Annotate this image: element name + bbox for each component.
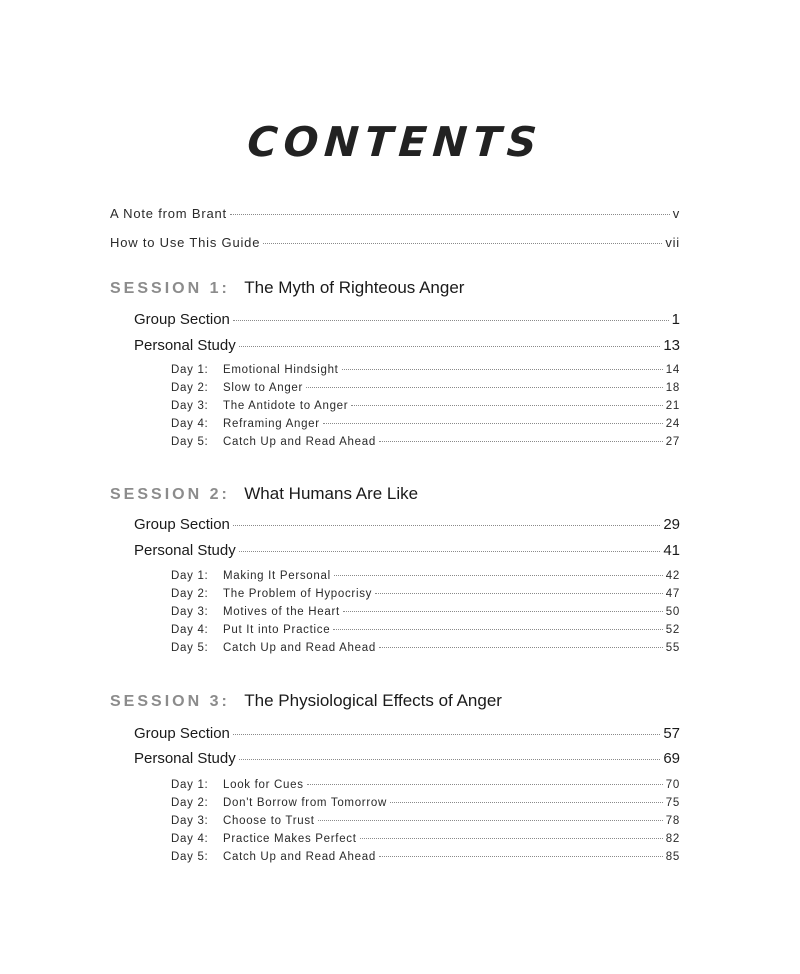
day-number: Day 2: [171, 382, 209, 394]
day-title: The Problem of Hypocrisy [223, 588, 373, 600]
session-title: What Humans Are Like [244, 484, 419, 503]
toc-entry-page: 47 [665, 588, 680, 600]
day-title: Catch Up and Read Ahead [223, 642, 376, 654]
day-number: Day 5: [171, 642, 209, 654]
day-title: The Antidote to Anger [223, 400, 349, 412]
toc-entry-page: 29 [663, 516, 680, 533]
toc-entry-label: Group Section [134, 725, 230, 742]
toc-entry-group-section[interactable] [134, 725, 680, 742]
session-number: SESSION 3: [110, 693, 230, 710]
toc-entry-page: 18 [665, 382, 680, 394]
session-heading-2 [110, 484, 418, 504]
day-title: Catch Up and Read Ahead [223, 436, 376, 448]
dot-leader [239, 551, 661, 552]
toc-entry-page: 41 [663, 542, 680, 559]
day-number: Day 2: [171, 588, 209, 600]
day-number: Day 2: [171, 797, 209, 809]
day-number: Day 4: [171, 418, 209, 430]
toc-entry-day[interactable] [171, 364, 680, 376]
toc-entry-page: 27 [665, 436, 680, 448]
day-number: Day 4: [171, 624, 209, 636]
toc-entry-page: 52 [665, 624, 680, 636]
day-number: Day 4: [171, 833, 209, 845]
session-number: SESSION 1: [110, 280, 230, 297]
day-title: Practice Makes Perfect [223, 833, 357, 845]
day-title: Emotional Hindsight [223, 364, 339, 376]
dot-leader [233, 525, 660, 526]
dot-leader [230, 214, 670, 215]
day-title: Don't Borrow from Tomorrow [223, 797, 387, 809]
toc-entry-day[interactable] [171, 418, 680, 430]
toc-entry-page: 75 [665, 797, 680, 809]
toc-entry-label: Personal Study [134, 542, 236, 559]
dot-leader [390, 802, 663, 803]
toc-entry-group-section[interactable] [134, 516, 680, 533]
toc-entry-page: vii [665, 235, 680, 250]
day-title: Put It into Practice [223, 624, 331, 636]
toc-entry-page: 1 [671, 311, 680, 328]
toc-entry-day[interactable] [171, 624, 680, 636]
dot-leader [379, 856, 663, 857]
toc-entry-page: 13 [663, 337, 680, 354]
toc-entry-page: 82 [665, 833, 680, 845]
day-title: Making It Personal [223, 570, 331, 582]
day-number: Day 3: [171, 606, 209, 618]
dot-leader [233, 734, 660, 735]
dot-leader [323, 423, 663, 424]
toc-entry-page: v [672, 206, 680, 221]
toc-entry-page: 69 [663, 750, 680, 767]
dot-leader [233, 320, 669, 321]
toc-entry-page: 14 [665, 364, 680, 376]
session-heading-1 [110, 278, 464, 298]
toc-entry-label: Group Section [134, 311, 230, 328]
session-number: SESSION 2: [110, 486, 230, 503]
dot-leader [306, 387, 663, 388]
day-number: Day 5: [171, 851, 209, 863]
dot-leader [318, 820, 663, 821]
dot-leader [351, 405, 662, 406]
toc-entry-day[interactable] [171, 570, 680, 582]
toc-entry-page: 85 [665, 851, 680, 863]
dot-leader [334, 575, 663, 576]
toc-entry-note-from-brant[interactable] [110, 206, 680, 221]
toc-entry-label: Personal Study [134, 337, 236, 354]
toc-entry-day[interactable] [171, 588, 680, 600]
session-title: The Myth of Righteous Anger [244, 278, 465, 297]
day-number: Day 3: [171, 400, 209, 412]
toc-entry-label: How to Use This Guide [110, 235, 261, 250]
toc-entry-day[interactable] [171, 382, 680, 394]
day-number: Day 5: [171, 436, 209, 448]
dot-leader [239, 346, 661, 347]
toc-entry-page: 42 [665, 570, 680, 582]
toc-entry-day[interactable] [171, 400, 680, 412]
toc-entry-day[interactable] [171, 815, 680, 827]
toc-entry-personal-study[interactable] [134, 337, 680, 354]
toc-entry-page: 57 [663, 725, 680, 742]
toc-entry-page: 24 [665, 418, 680, 430]
day-title: Choose to Trust [223, 815, 315, 827]
day-number: Day 1: [171, 779, 209, 791]
dot-leader [342, 369, 663, 370]
dot-leader [263, 243, 662, 244]
dot-leader [379, 647, 663, 648]
day-title: Reframing Anger [223, 418, 320, 430]
dot-leader [375, 593, 663, 594]
toc-entry-page: 78 [665, 815, 680, 827]
toc-entry-day[interactable] [171, 779, 680, 791]
dot-leader [360, 838, 663, 839]
toc-entry-group-section[interactable] [134, 311, 680, 328]
toc-entry-day[interactable] [171, 797, 680, 809]
page-title: CONTENTS [245, 118, 545, 166]
session-heading-3 [110, 691, 502, 711]
toc-entry-how-to-use[interactable] [110, 235, 680, 250]
dot-leader [343, 611, 663, 612]
dot-leader [307, 784, 663, 785]
toc-entry-personal-study[interactable] [134, 542, 680, 559]
day-number: Day 1: [171, 364, 209, 376]
toc-entry-label: Personal Study [134, 750, 236, 767]
toc-entry-label: Group Section [134, 516, 230, 533]
day-title: Motives of the Heart [223, 606, 340, 618]
day-title: Look for Cues [223, 779, 304, 791]
toc-entry-day[interactable] [171, 851, 680, 863]
day-number: Day 1: [171, 570, 209, 582]
toc-entry-personal-study[interactable] [134, 750, 680, 767]
dot-leader [239, 759, 661, 760]
toc-entry-day[interactable] [171, 833, 680, 845]
session-title: The Physiological Effects of Anger [244, 691, 502, 710]
toc-entry-page: 70 [665, 779, 680, 791]
toc-entry-day[interactable] [171, 436, 680, 448]
toc-entry-day[interactable] [171, 606, 680, 618]
dot-leader [379, 441, 663, 442]
day-title: Slow to Anger [223, 382, 304, 394]
toc-entry-day[interactable] [171, 642, 680, 654]
toc-entry-label: A Note from Brant [110, 206, 227, 221]
toc-entry-page: 55 [665, 642, 680, 654]
toc-entry-page: 21 [665, 400, 680, 412]
toc-entry-page: 50 [665, 606, 680, 618]
day-title: Catch Up and Read Ahead [223, 851, 376, 863]
dot-leader [333, 629, 662, 630]
day-number: Day 3: [171, 815, 209, 827]
